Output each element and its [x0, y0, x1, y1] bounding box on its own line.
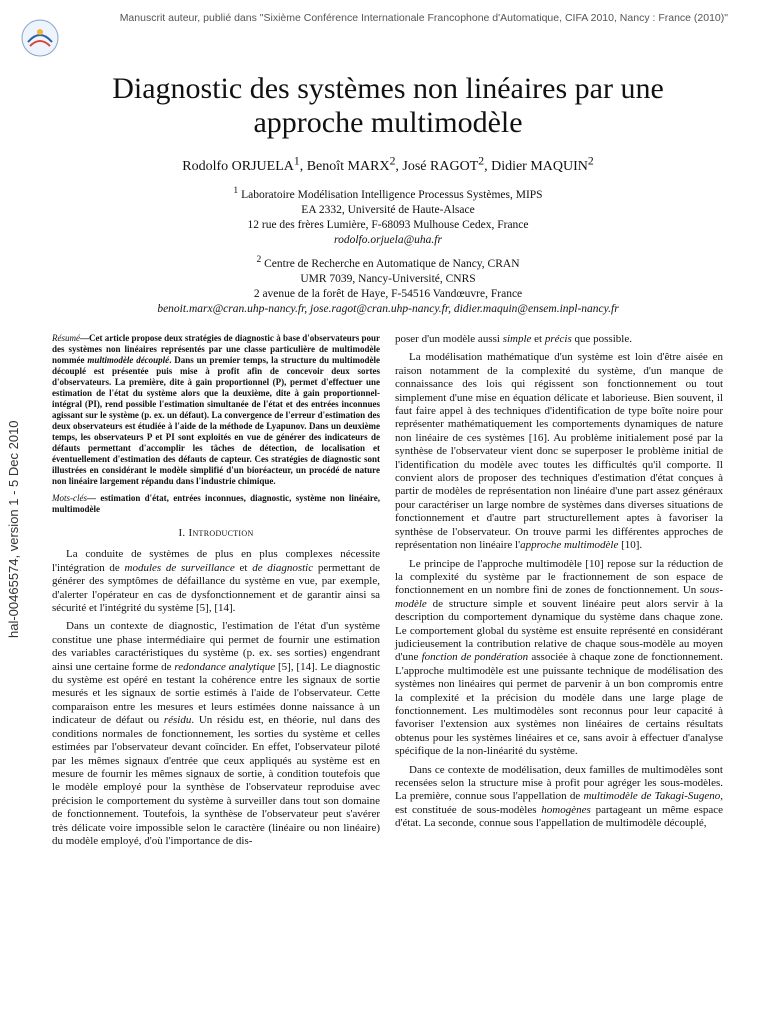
paragraph: La modélisation mathématique d'un système est loin d'être aisée en raison notamment de la complexité du système, d'un manque de connaissance des lois qui régissent son fonctionnement ou tout simplement d'une mise en équation délicate et laborieuse. Bien souvent, il faut faire appel à des techniques d'identification de type boîte noire pour représenter mathématiquement les comportements dynamiques de nature non linéaire de ces systèmes [16]. Au problème initialement posé par la synthèse de l'observateur vient donc se superposer le problème initial de l'identification du modèle avec toutes les difficultés qu'il comporte. Il convient alors de proposer des techniques d'estimation d'état conçues à partir de modèles de représentation non linéaire d'une part assez généraux pour caractériser un large nombre de systèmes dans diverses situations de fonctionnement et d'autre part structurellement aptes à favoriser la synthèse de l'observateur. On trouve parmi les différentes approches de représentation non linéaire l'approche multimodèle [10]. [395, 351, 723, 552]
hal-side-identifier: hal-00465574, version 1 - 5 Dec 2010 [6, 420, 21, 638]
paragraph: poser d'un modèle aussi simple et précis que possible. [395, 333, 632, 345]
paragraph: La conduite de systèmes de plus en plus complexes nécessite l'intégration de modules de surveillance et de diagnostic permettant de générer des symptômes de défaillance du système en vue, par exemple, d'alerter l'opérateur en cas de dysfonctionnement et de garantir ainsi sa sécurité et l'intégrité du système [5], [14]. [52, 548, 381, 615]
email-link[interactable]: rodolfo.orjuela@uha.fr [334, 233, 442, 246]
paragraph: Le principe de l'approche multimodèle [10] repose sur la réduction de la complexité du système par le fractionnement de son espace de fonctionnement en un nombre fini de zones de fonctionnement. Un sous-modèle de structure simple et souvent linéaire peut alors servir à la description du comportement dynamique du système dans chaque zone. Le comportement global du système est ensuite représenté en considérant judicieusement la contribution relative de chaque sous-modèle au moyen d'une fonction de pondération associée à chaque zone de fonctionnement. L'approche multimodèle est une puissante technique de modélisation des systèmes non linéaires qui permet de parvenir à un bon compromis entre la complexité et la précision du modèle dans une large plage de fonctionnement. Les multimodèles sont reconnus pour leur capacité à favoriser l'extension aux systèmes non linéaires de certains résultats obtenus pour les systèmes linéaires et ce, sans avoir à effectuer d'analyse spécifique de la non-linéarité du système. [395, 557, 723, 758]
author: Didier MAQUIN$^2$ [491, 154, 594, 174]
paragraph: Dans ce contexte de modélisation, deux familles de multimodèles sont recensées selon la structure mise à profit pour agréger les sous-modèles. La première, connue sous l'appellation de multimodèle de Takagi-Sugeno, est constituée de sous-modèles homogènes partageant un même espace d'état. La seconde, connue sous l'appellation de multimodèle découplé, [395, 763, 723, 830]
left-column [52, 333, 380, 853]
keywords: Mots-clés— estimation d'état, entrées inconnues, diagnostic, système non linéaire, multimodèle [52, 493, 380, 514]
affiliation-1: $^1$ Laboratoire Modélisation Intelligence Processus Systèmes, MIPS EA 2332, Université de Haute-Alsace 12 rue des frères Lumière, F-68093 Mulhouse Cedex, France rodolfo.orjuela@uha.fr [60, 183, 716, 248]
paragraph: Dans un contexte de diagnostic, l'estimation de l'état d'un système constitue une phase intermédiaire qui permet de fournir une estimation des variables caractéristiques du système (p. ex. ses sorties) engendrant ainsi une certaine forme de redondance analytique [5], [14]. Le diagnostic du système est opéré en testant la cohérence entre les signaux de sortie mesurés et les signaux de sortie estimés à l'aide de l'observateur. Cette comparaison entre les mesures et leurs estimées donne naissance à un indicateur de défaut ou résidu. Un résidu est, en théorie, nul dans des conditions normales de fonctionnement, les sorties du système et celles estimées par l'observateur devant coïncider. En effet, l'observateur piloté par les mêmes signaux d'entrée que ceux appliqués au système est en mesure de fournir les mêmes signaux de sortie, à condition toutefois que le modèle employé pour la synthèse de l'observateur reproduise avec précision le comportement du système à surveiller dans tout son domaine de fonctionnement. Toutefois, la synthèse de l'observateur peut s'avérer très délicate voire impossible selon le caractère (linéaire ou non linéaire) du modèle employé, d'où l'importance de dis- [52, 620, 381, 847]
author: José RAGOT$^2$, [402, 154, 492, 174]
hal-header-note: Manuscrit auteur, publié dans "Sixième Conférence Internationale Francophone d'Automatique, CIFA 2010, Nancy : France (2010)" [119, 12, 728, 24]
email-link[interactable]: benoit.marx@cran.uhp-nancy.fr, jose.ragot@cran.uhp-nancy.fr, didier.maquin@ensem.inpl-nancy.fr [157, 302, 619, 315]
author: Benoît MARX$^2$, [306, 154, 403, 174]
section-heading: I. Introduction [178, 527, 254, 539]
abstract: Résumé—Cet article propose deux stratégies de diagnostic à base d'observateurs pour des systèmes non linéaires représentés par une classe particulière de multimodèle nommée multimodèle découplé. Dans un premier temps, la structure du multimodèle découplé est présentée puis mise à profit afin de concevoir deux sortes d'observateurs. La première, dite à gain proportionnel (P), permet d'effectuer une estimation de l'état du système alors que la deuxième, dite à gain proportionnel-intégral (PI), rend possible l'estimation simultanée de l'état et des entrées inconnues agissant sur le système (p. ex. un défaut). La convergence de l'erreur d'estimation des deux observateurs est étudiée à l'aide de la méthode de Lyapunov. Dans un deuxième temps, les observateurs P et PI sont exploités en vue de générer des indicateurs de défauts permettant d'accomplir les tâches de détection, de localisation et éventuellement d'estimation des défauts de capteur. Ces stratégies de diagnostic sont illustrées en considérant le modèle simplifié d'un bioréacteur, un procédé de nature non linéaire largement répandu dans l'industrie chimique. [52, 333, 380, 486]
hal-logo-icon [20, 18, 60, 58]
author: Rodolfo ORJUELA$^1$, [182, 154, 307, 174]
affiliation-2: $^2$ Centre de Recherche en Automatique de Nancy, CRAN UMR 7039, Nancy-Université, CNRS 2 avenue de la forêt de Haye, F-54516 Vandœuvre, France benoit.marx@cran.uhp-nancy.fr, jose.ragot@cran.uhp-nancy.fr, didier.maquin@ensem.inpl-nancy.fr [60, 252, 716, 317]
paper-title: Diagnostic des systèmes non linéaires par une approche multimodèle [112, 72, 664, 139]
right-column [395, 333, 723, 836]
author-list [60, 154, 716, 175]
